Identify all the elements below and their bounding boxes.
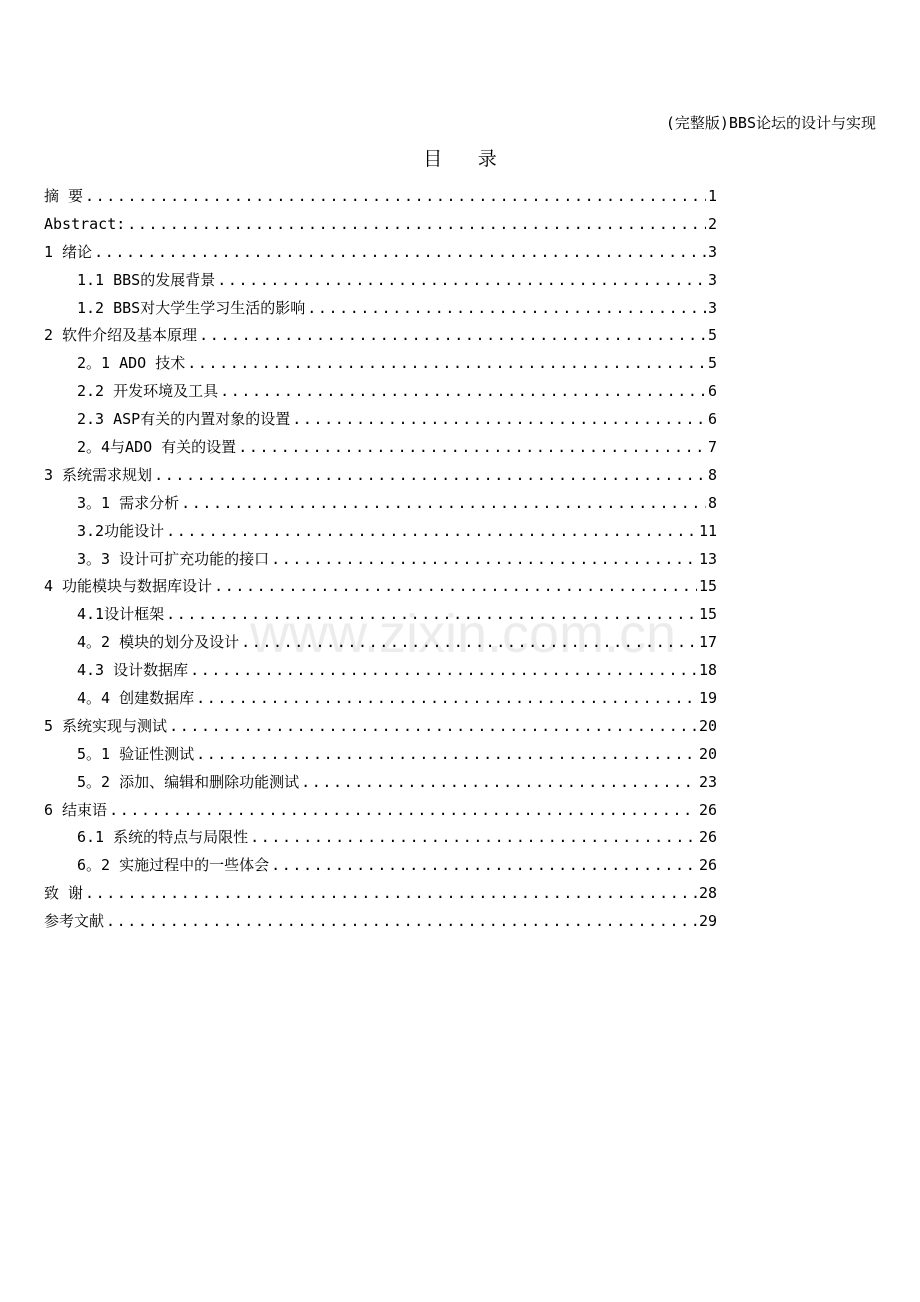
toc-dot-leader xyxy=(271,546,697,574)
toc-entry-title: 3。1 需求分析 xyxy=(77,493,180,512)
table-of-contents xyxy=(44,183,717,936)
toc-entry-page: 26 xyxy=(698,856,717,875)
toc-entry[interactable] xyxy=(44,295,717,323)
toc-entry-page: 26 xyxy=(698,800,717,819)
toc-entry[interactable] xyxy=(44,518,717,546)
toc-dot-leader xyxy=(154,462,706,490)
toc-entry-page: 15 xyxy=(698,577,717,596)
toc-dot-leader xyxy=(109,797,697,825)
toc-dot-leader xyxy=(166,518,697,546)
toc-entry[interactable] xyxy=(44,908,717,936)
toc-entry-title: 摘 要 xyxy=(44,187,84,205)
toc-entry[interactable] xyxy=(44,685,717,713)
toc-dot-leader xyxy=(190,657,697,685)
toc-entry[interactable] xyxy=(44,462,717,490)
toc-dot-leader xyxy=(106,908,697,936)
toc-dot-leader xyxy=(94,239,706,267)
toc-dot-leader xyxy=(196,685,697,713)
toc-entry[interactable] xyxy=(44,741,717,769)
toc-entry-title: 5。2 添加、编辑和删除功能测试 xyxy=(77,772,300,791)
toc-entry-page: 5 xyxy=(707,326,717,345)
toc-dot-leader xyxy=(301,769,697,797)
toc-dot-leader xyxy=(220,378,706,406)
toc-dot-leader xyxy=(199,322,706,350)
toc-entry[interactable] xyxy=(44,601,717,629)
toc-dot-leader xyxy=(127,211,706,239)
toc-entry-page: 15 xyxy=(698,605,717,624)
toc-entry-page: 2 xyxy=(707,214,717,233)
toc-entry-title: 2.3 ASP有关的内置对象的设置 xyxy=(77,410,291,429)
toc-entry[interactable] xyxy=(44,769,717,797)
toc-entry[interactable] xyxy=(44,378,717,406)
toc-entry[interactable] xyxy=(44,183,717,211)
toc-entry[interactable] xyxy=(44,350,717,378)
toc-entry-title: 1.1 BBS的发展背景 xyxy=(77,270,216,289)
toc-entry[interactable] xyxy=(44,880,717,908)
toc-entry-title: 6。2 实施过程中的一些体会 xyxy=(77,856,270,875)
toc-entry-page: 6 xyxy=(707,382,717,401)
toc-dot-leader xyxy=(187,350,706,378)
toc-entry-title: Abstract: xyxy=(44,214,126,233)
toc-entry-title: 3 系统需求规划 xyxy=(44,465,153,484)
toc-entry-title: 2。4与ADO 有关的设置 xyxy=(77,438,237,457)
toc-entry[interactable] xyxy=(44,657,717,685)
toc-dot-leader xyxy=(214,573,697,601)
running-header: (完整版)BBS论坛的设计与实现 xyxy=(665,114,876,132)
toc-entry-page: 20 xyxy=(698,744,717,763)
toc-entry[interactable] xyxy=(44,434,717,462)
toc-entry[interactable] xyxy=(44,267,717,295)
toc-entry-page: 11 xyxy=(698,521,717,540)
watermark: www.zixin.com.cn xyxy=(250,604,677,664)
toc-dot-leader xyxy=(307,295,706,323)
toc-entry-page: 8 xyxy=(707,465,717,484)
toc-dot-leader xyxy=(85,880,697,908)
toc-entry[interactable] xyxy=(44,629,717,657)
toc-dot-leader xyxy=(196,741,697,769)
toc-entry-page: 29 xyxy=(698,912,717,931)
toc-entry-page: 3 xyxy=(707,242,717,261)
toc-entry-title: 致 谢 xyxy=(44,884,84,903)
toc-dot-leader xyxy=(166,601,697,629)
toc-entry-title: 2。1 ADO 技术 xyxy=(77,354,186,373)
toc-dot-leader xyxy=(217,267,706,295)
toc-entry-page: 20 xyxy=(698,716,717,735)
toc-entry-page: 28 xyxy=(698,884,717,903)
toc-entry[interactable] xyxy=(44,406,717,434)
toc-entry-page: 26 xyxy=(698,828,717,847)
toc-entry-page: 7 xyxy=(707,438,717,457)
toc-title: 目 录 xyxy=(423,148,509,170)
toc-entry-title: 2.2 开发环境及工具 xyxy=(77,382,219,401)
toc-dot-leader xyxy=(292,406,706,434)
toc-entry-title: 2 软件介绍及基本原理 xyxy=(44,326,198,345)
toc-entry-title: 1 绪论 xyxy=(44,242,93,261)
toc-entry-page: 3 xyxy=(707,298,717,317)
toc-entry[interactable] xyxy=(44,322,717,350)
toc-entry-page: 1 xyxy=(707,187,717,205)
toc-entry-title: 5 系统实现与测试 xyxy=(44,716,168,735)
toc-entry-page: 8 xyxy=(707,493,717,512)
toc-entry[interactable] xyxy=(44,797,717,825)
toc-entry-page: 6 xyxy=(707,410,717,429)
toc-entry-title: 6.1 系统的特点与局限性 xyxy=(77,828,249,847)
toc-entry-title: 3.2功能设计 xyxy=(77,521,165,540)
toc-entry-page: 19 xyxy=(698,689,717,708)
toc-entry[interactable] xyxy=(44,573,717,601)
toc-entry[interactable] xyxy=(44,211,717,239)
toc-entry[interactable] xyxy=(44,546,717,574)
toc-entry-title: 4 功能模块与数据库设计 xyxy=(44,577,213,596)
toc-entry[interactable] xyxy=(44,824,717,852)
toc-entry[interactable] xyxy=(44,490,717,518)
toc-entry-page: 13 xyxy=(698,549,717,568)
toc-dot-leader xyxy=(271,852,697,880)
toc-entry-title: 3。3 设计可扩充功能的接口 xyxy=(77,549,270,568)
toc-entry-title: 参考文献 xyxy=(44,912,105,931)
toc-dot-leader xyxy=(238,434,706,462)
toc-dot-leader xyxy=(169,713,697,741)
toc-entry-title: 1.2 BBS对大学生学习生活的影响 xyxy=(77,298,306,317)
toc-entry-page: 18 xyxy=(698,661,717,680)
toc-dot-leader xyxy=(181,490,706,518)
toc-entry-title: 4。2 模块的划分及设计 xyxy=(77,633,240,652)
toc-entry-title: 4.1设计框架 xyxy=(77,605,165,624)
toc-entry-page: 23 xyxy=(698,772,717,791)
toc-entry[interactable] xyxy=(44,713,717,741)
toc-entry-title: 5。1 验证性测试 xyxy=(77,744,195,763)
toc-dot-leader xyxy=(241,629,697,657)
toc-entry[interactable] xyxy=(44,239,717,267)
toc-entry-title: 4.3 设计数据库 xyxy=(77,661,189,680)
toc-dot-leader xyxy=(85,183,706,211)
toc-entry-page: 3 xyxy=(707,270,717,289)
toc-entry-title: 4。4 创建数据库 xyxy=(77,689,195,708)
toc-entry[interactable] xyxy=(44,852,717,880)
toc-entry-page: 17 xyxy=(698,633,717,652)
toc-entry-title: 6 结束语 xyxy=(44,800,108,819)
toc-dot-leader xyxy=(250,824,697,852)
toc-entry-page: 5 xyxy=(707,354,717,373)
